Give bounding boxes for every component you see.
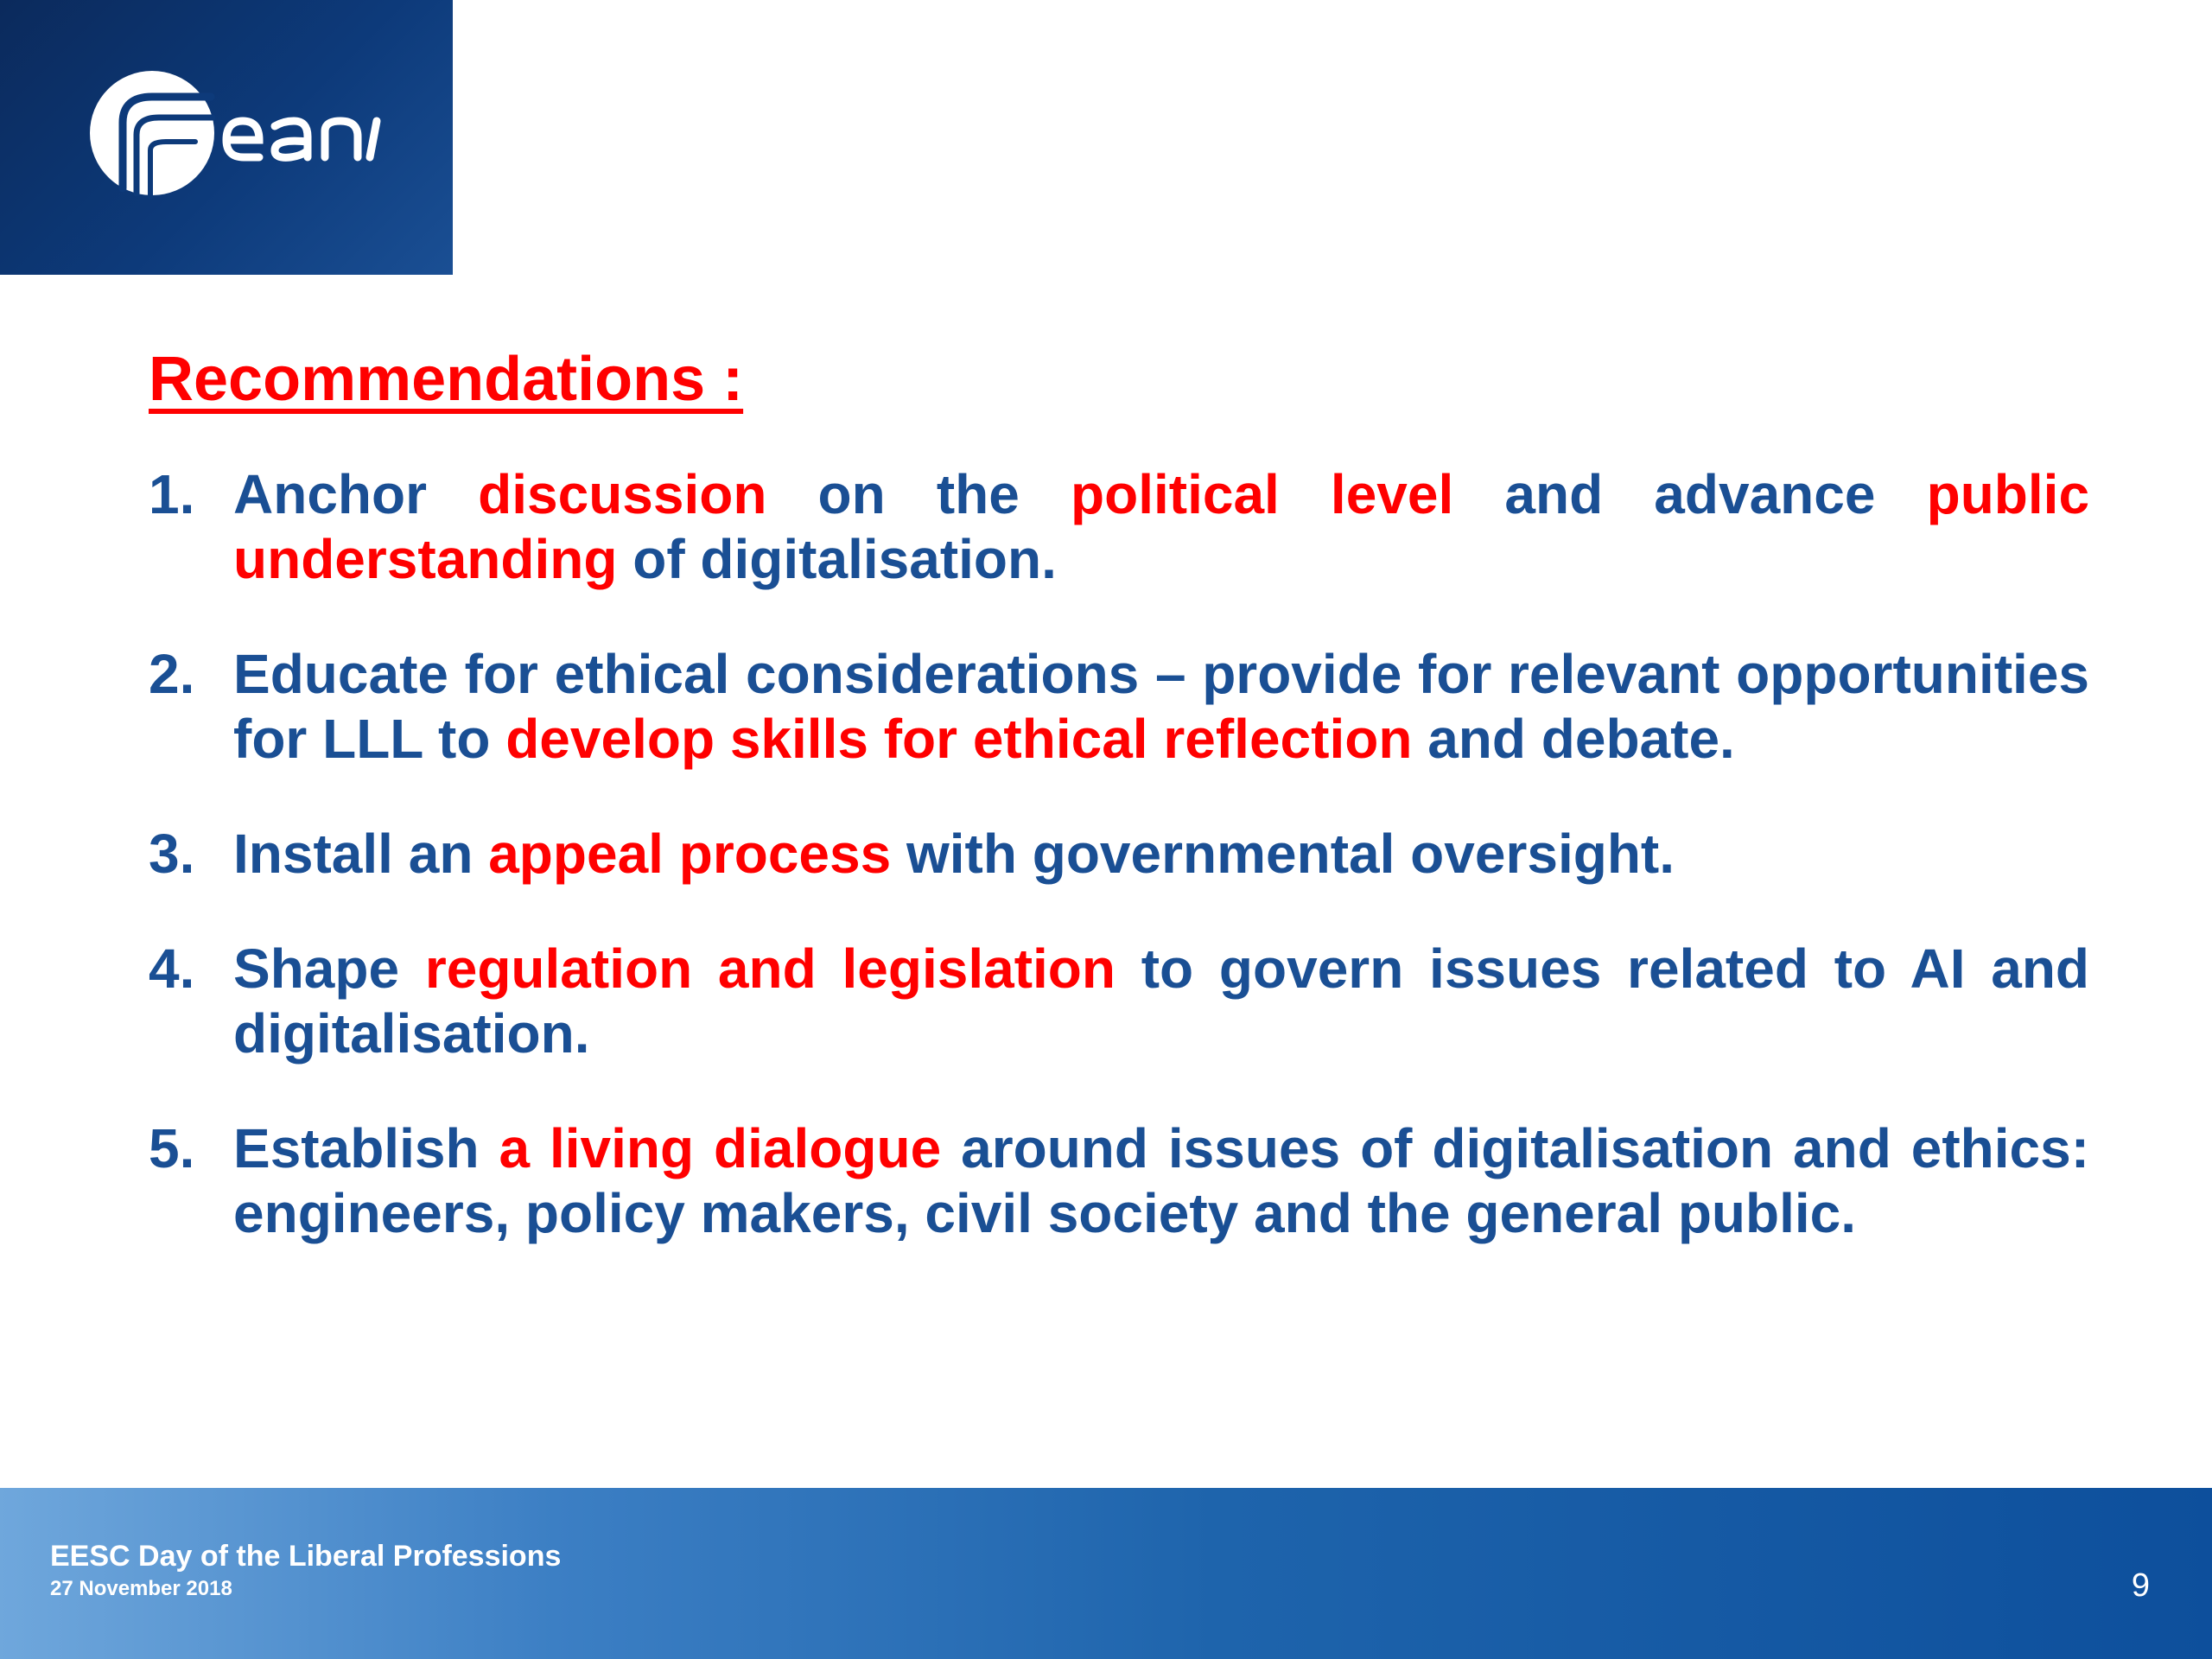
slide-content <box>149 344 2089 1296</box>
recommendation-item <box>149 1116 2089 1246</box>
item-text <box>233 462 2089 592</box>
highlighted-phrase: discussion <box>478 462 767 525</box>
recommendation-item <box>149 642 2089 772</box>
footer-bar <box>0 1488 2212 1659</box>
text-segment: to govern issues related to AI and digitalisation. <box>233 937 2090 1065</box>
slide-heading: Recommendations : <box>149 345 744 414</box>
text-segment: Anchor <box>233 462 479 525</box>
recommendation-item <box>149 822 2089 887</box>
text-segment: and advance <box>1453 462 1927 525</box>
text-segment: on the <box>766 462 1071 525</box>
text-segment: around issues of digitalisation and ethics: engineers, policy makers, civil society and the general public. <box>233 1116 2090 1244</box>
footer-date: 27 November 2018 <box>50 1577 232 1600</box>
item-text <box>233 642 2089 772</box>
highlighted-phrase: appeal process <box>488 822 892 885</box>
item-number: 5. <box>149 1116 195 1179</box>
recommendation-item <box>149 462 2089 592</box>
item-text <box>233 937 2089 1066</box>
item-number: 1. <box>149 462 195 525</box>
text-segment: and debate. <box>1412 707 1735 770</box>
text-segment: Educate for ethical considerations – provide for relevant opportunities for LLL to <box>233 642 2089 770</box>
item-text <box>233 1116 2089 1246</box>
highlighted-phrase: develop skills for ethical reflection <box>505 707 1413 770</box>
text-segment: Establish <box>233 1116 499 1179</box>
feani-logo-icon <box>83 67 385 206</box>
highlighted-phrase: regulation and legislation <box>424 937 1116 1000</box>
highlighted-phrase: public understanding <box>233 462 2090 590</box>
highlighted-phrase: political level <box>1071 462 1454 525</box>
recommendations-list <box>149 462 2089 1246</box>
highlighted-phrase: a living dialogue <box>499 1116 942 1179</box>
item-text <box>233 822 2089 887</box>
item-number: 3. <box>149 822 195 885</box>
logo-panel <box>0 0 453 275</box>
text-segment: with governmental oversight. <box>891 822 1675 885</box>
recommendation-item <box>149 937 2089 1066</box>
page-number: 9 <box>2131 1567 2150 1604</box>
text-segment: of digitalisation. <box>617 527 1057 590</box>
footer-event-title: EESC Day of the Liberal Professions <box>50 1540 562 1573</box>
text-segment: Shape <box>233 937 425 1000</box>
item-number: 4. <box>149 937 195 1000</box>
item-number: 2. <box>149 642 195 705</box>
text-segment: Install an <box>233 822 489 885</box>
